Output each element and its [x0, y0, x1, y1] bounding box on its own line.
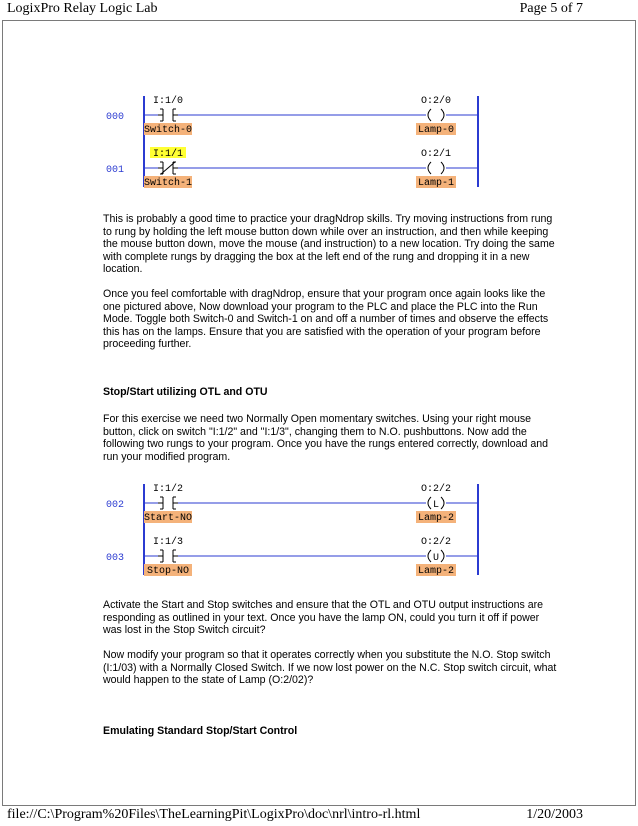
coil-right-arc — [441, 109, 444, 121]
paragraph-dragndrop: This is probably a good time to practice your dragNdrop skills. Try moving instructions from rung to rung by holding the left mouse button down while over an instruction, and then while keeping the mouse button down, move the mouse (and instruction) to a new location. Try doing the same with complete rungs by dragging the box at the left end of the rung and dropping it in a new location. — [103, 213, 555, 275]
coil-right-arc — [441, 550, 444, 562]
input-tag: Stop-NO — [146, 566, 190, 577]
rung-002[interactable] — [106, 483, 478, 524]
contact-xio[interactable] — [158, 162, 178, 174]
paragraph-exercise: For this exercise we need two Normally Open momentary switches. Using your right mouse button, click on switch "I:1/2" and "I:1/3", changing them to N.O. pushbuttons. Now add the following two rungs to your program. Once you have the rungs entered correctly, download and run your modified program. — [103, 413, 548, 463]
heading-stop-start-otl-otu: Stop/Start utilizing OTL and OTU — [103, 386, 268, 398]
ladder-diagram-2 — [100, 481, 500, 577]
contact-right-plate — [173, 109, 178, 121]
page-footer — [0, 806, 638, 826]
contact-xic[interactable] — [158, 109, 178, 121]
rung-000[interactable] — [106, 95, 478, 136]
coil-left-arc — [428, 550, 431, 562]
rung-001[interactable] — [106, 147, 478, 189]
rung-number: 000 — [106, 112, 125, 123]
footer-file-path: file://C:\Program%20Files\TheLearningPit\LogixPro\doc\nrl\intro-rl.html — [7, 807, 421, 822]
coil-left-arc — [428, 497, 431, 509]
coil-left-arc — [428, 162, 431, 174]
contact-right-plate — [173, 497, 178, 509]
input-address: I:1/2 — [152, 484, 184, 495]
rung-number: 003 — [106, 553, 125, 564]
contact-left-plate — [158, 109, 163, 121]
coil-symbol: L — [432, 500, 440, 511]
paragraph-modify: Now modify your program so that it operates correctly when you substitute the N.O. Stop switch (I:1/03) with a Normally Closed Switch. If we now lost power on the N.C. Stop switch circuit, what would happen to the state of Lamp (O:2/02)? — [103, 649, 557, 686]
ladder-1-svg — [100, 93, 500, 189]
contact-right-plate — [173, 550, 178, 562]
contact-left-plate — [158, 162, 163, 174]
paragraph-download: Once you feel comfortable with dragNdrop, ensure that your program once again looks like the one pictured above, Now download your program to the PLC and place the PLC into the Run Mode. Toggle both Switch-0 and Switch-1 on and off a number of times and observe the effects this has on the lamps. Ensure that you are satisfied with the operation of your program before proceeding further. — [103, 288, 549, 350]
paragraph-activate: Activate the Start and Stop switches and ensure that the OTL and OTU output instructions are responding as outlined in your text. Once you have the lamp ON, could you turn it off if power was lost in the Stop Switch circuit? — [103, 599, 544, 636]
footer-date: 1/20/2003 — [526, 807, 583, 822]
header-page-number: Page 5 of 7 — [519, 1, 583, 16]
input-tag: Switch-0 — [143, 125, 193, 136]
coil-otl[interactable] — [428, 497, 444, 511]
contact-xic[interactable] — [158, 550, 178, 562]
contact-right-plate — [173, 162, 178, 174]
output-address: O:2/2 — [420, 537, 452, 548]
input-tag: Switch-1 — [143, 178, 193, 189]
ladder-diagram-1 — [100, 93, 500, 189]
header-title: LogixPro Relay Logic Lab — [7, 1, 158, 16]
input-address: I:1/1 — [152, 149, 184, 160]
page-header — [0, 0, 638, 20]
rung-003[interactable] — [106, 536, 478, 577]
output-tag: Lamp-2 — [417, 566, 455, 577]
output-tag: Lamp-2 — [417, 513, 455, 524]
coil-ote[interactable] — [428, 109, 444, 121]
input-address: I:1/0 — [152, 96, 184, 107]
coil-right-arc — [441, 162, 444, 174]
coil-right-arc — [441, 497, 444, 509]
input-address: I:1/3 — [152, 537, 184, 548]
output-tag: Lamp-1 — [417, 178, 455, 189]
contact-left-plate — [158, 550, 163, 562]
contact-left-plate — [158, 497, 163, 509]
contact-xic[interactable] — [158, 497, 178, 509]
rung-number: 002 — [106, 500, 125, 511]
output-address: O:2/2 — [420, 484, 452, 495]
coil-ote[interactable] — [428, 162, 444, 174]
output-address: O:2/0 — [420, 96, 452, 107]
input-tag: Start-NO — [143, 513, 193, 524]
output-address: O:2/1 — [420, 149, 452, 160]
heading-standard-stop-start: Emulating Standard Stop/Start Control — [103, 725, 298, 737]
ladder-2-svg — [100, 481, 500, 577]
output-tag: Lamp-0 — [417, 125, 455, 136]
rung-number: 001 — [106, 165, 125, 176]
coil-symbol: U — [432, 553, 440, 564]
coil-left-arc — [428, 109, 431, 121]
coil-otu[interactable] — [428, 550, 444, 564]
